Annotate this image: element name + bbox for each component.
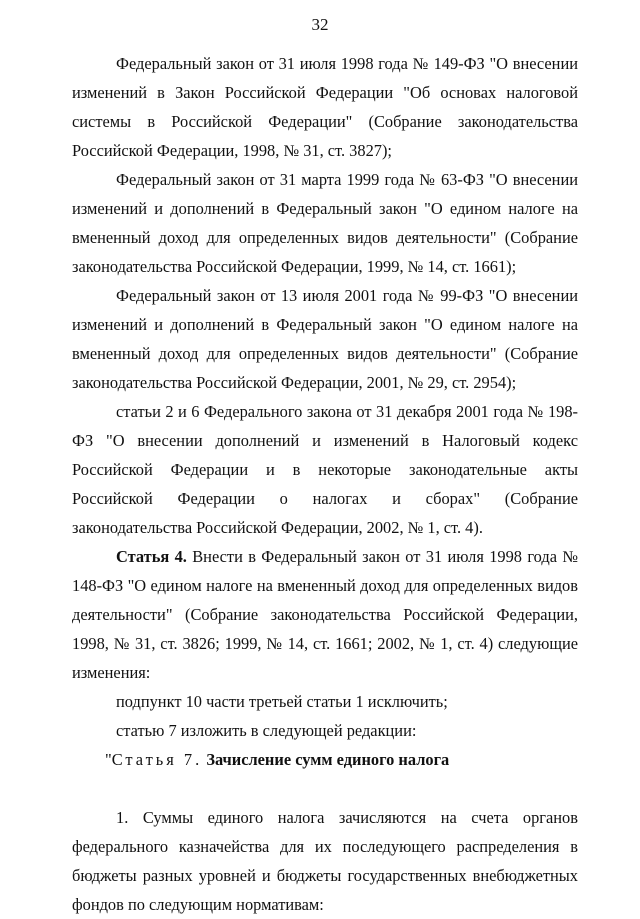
blank-line [72, 774, 578, 803]
paragraph-law-99-fz: Федеральный закон от 13 июля 2001 года № 99-ФЗ "О внесении изменений и дополнений в Федеральный закон "О едином налоге на вмененный доход для определенных видов деятельности" (Собрание законодательства Российской Федерации, 2001, № 29, ст. 2954); [72, 286, 578, 392]
document-body [72, 49, 578, 919]
article-7-label: Статья 7. [111, 750, 203, 769]
paragraph-law-149-fz: Федеральный закон от 31 июля 1998 года № 149-ФЗ "О внесении изменений в Закон Российской Федерации "Об основах налоговой системы в Российской Федерации" (Собрание законодательства Российской Федерации, 1998, № 31, ст. 3827); [72, 54, 578, 160]
article-7-heading [72, 745, 578, 774]
paragraph-law-63-fz: Федеральный закон от 31 марта 1999 года № 63-ФЗ "О внесении изменений и дополнений в Федеральный закон "О едином налоге на вмененный доход для определенных видов деятельности" (Собрание законодательства Российской Федерации, 1999, № 14, ст. 1661); [72, 170, 578, 276]
article-7-clause-1: 1. Суммы единого налога зачисляются на счета органов федерального казначейства для их последующего распределения в бюджеты разных уровней и бюджеты государственных внебюджетных фондов по следующим нормативам: [72, 808, 578, 914]
page-number: 32 [311, 15, 329, 34]
article-7-title: Зачисление сумм единого налога [206, 750, 450, 769]
article-4-text: Внести в Федеральный закон от 31 июля 1998 года № 148-ФЗ "О едином налоге на вмененный доход для определенных видов деятельности" (Собрание законодательства Российской Федерации, 1998, № 31, ст. 3826; 1999, № 14, ст. 1661; 2002, № 1, ст. 4) следующие изменения: [72, 547, 578, 682]
item-new-article-7: статью 7 изложить в следующей редакции: [116, 721, 417, 740]
article-7-open-quote: " [105, 750, 112, 769]
paragraph-law-198-fz: статьи 2 и 6 Федерального закона от 31 декабря 2001 года № 198-ФЗ "О внесении дополнений и изменений в Налоговый кодекс Российской Федерации и в некоторые законодательные акты Российской Федерации о налогах и сборах" (Собрание законодательства Российской Федерации, 2002, № 1, ст. 4). [72, 402, 578, 537]
article-4-label: Статья 4. [116, 547, 187, 566]
article-4-paragraph [72, 542, 578, 687]
item-exclude-subparagraph: подпункт 10 части третьей статьи 1 исключить; [116, 692, 448, 711]
